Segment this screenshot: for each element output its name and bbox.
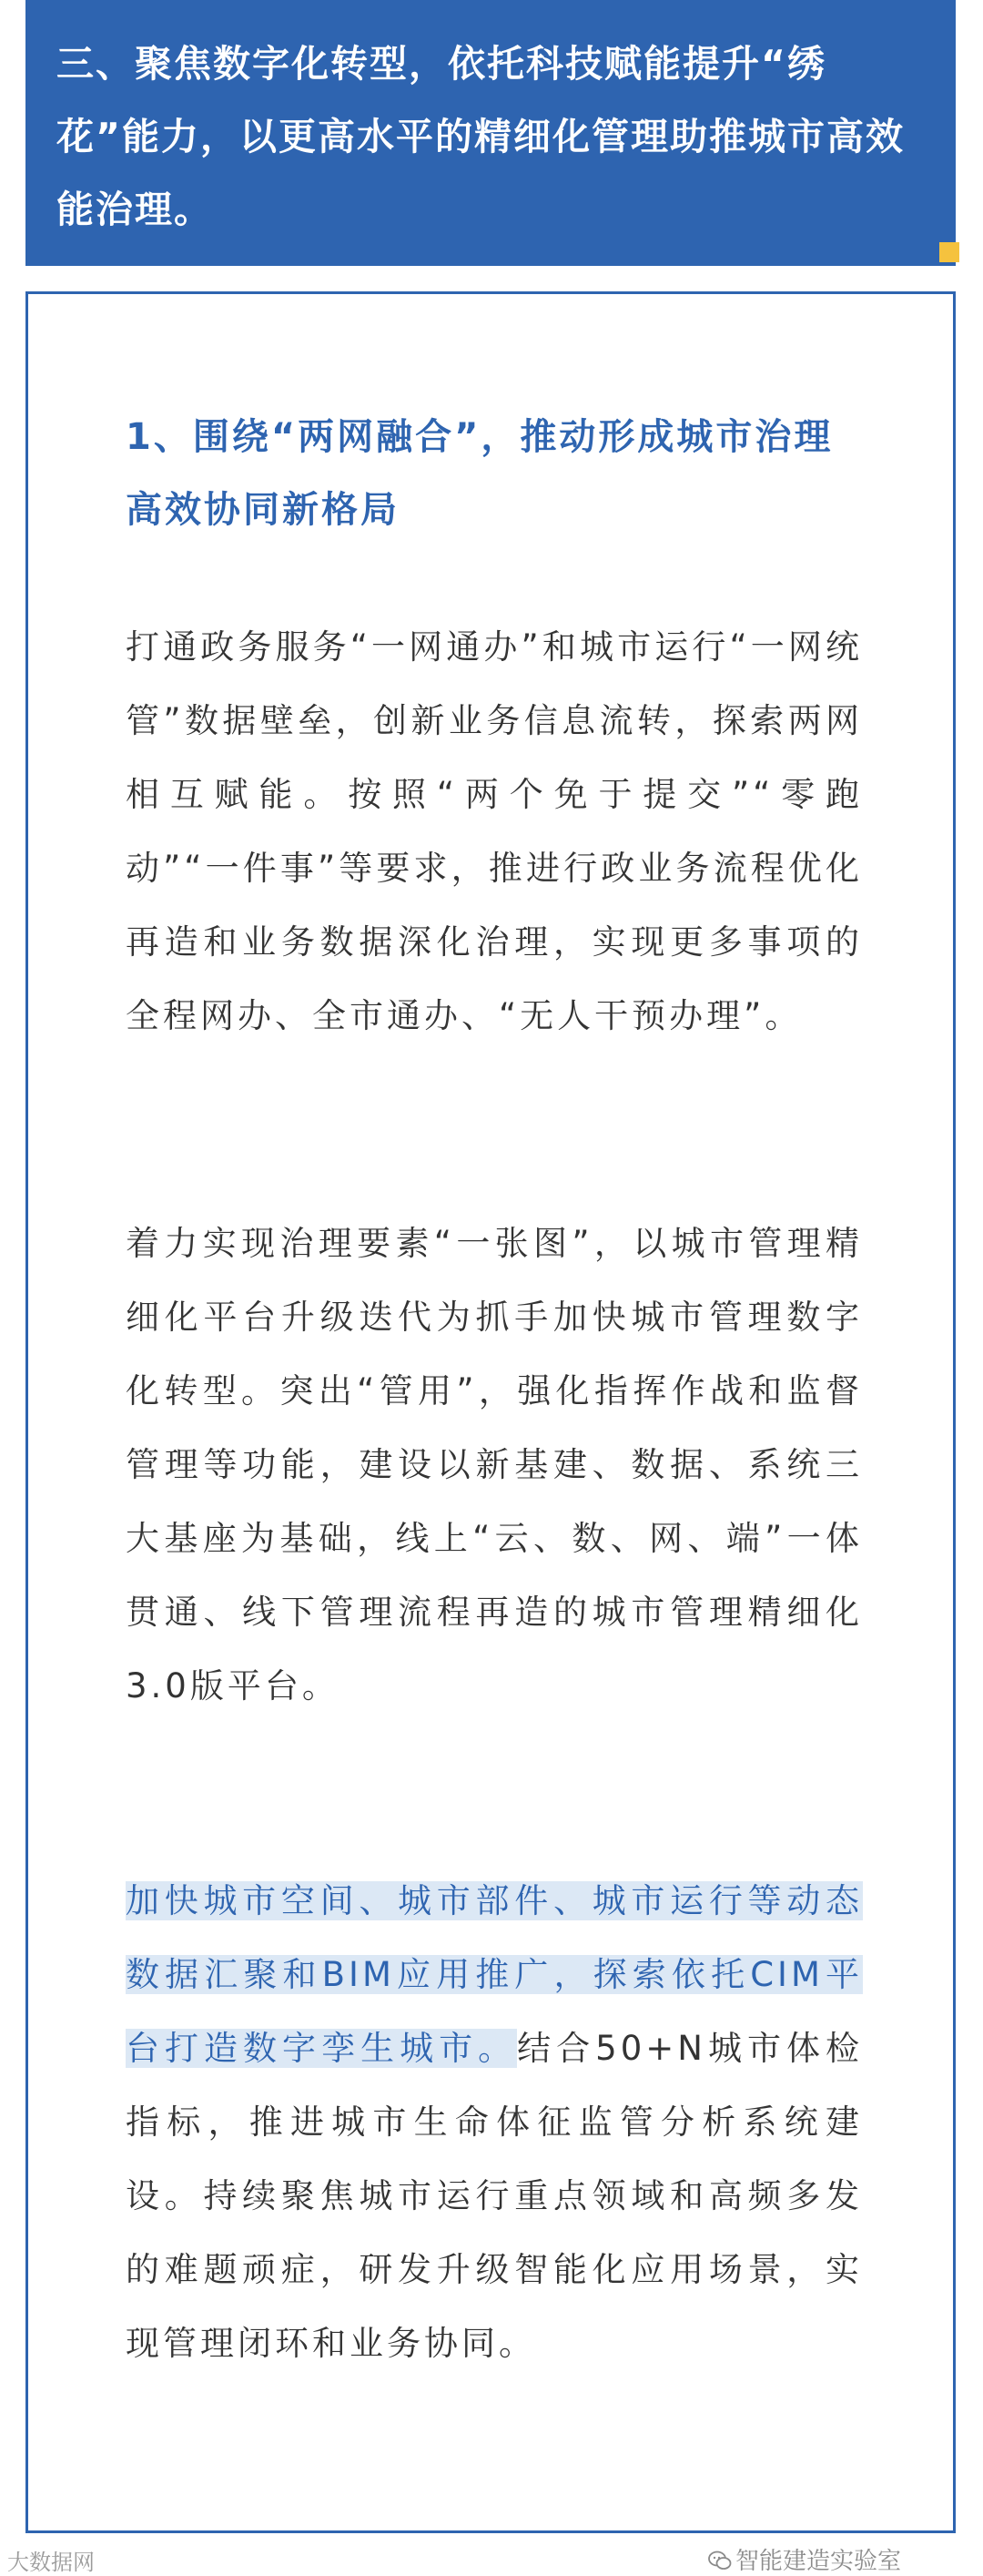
watermark-right: 智能建造实验室 bbox=[735, 2548, 902, 2575]
paragraph-1: 打通政务服务“一网通办”和城市运行“一网统管”数据壁垒，创新业务信息流转，探索两网相互赋能。按照“两个免于提交”“零跑动”“一件事”等要求，推进行政业务流程优化再造和业务数据深化治理，实现更多事项的全程网办、全市通办、“无人干预办理”。 bbox=[126, 627, 863, 1035]
wechat-icon bbox=[708, 2550, 732, 2571]
banner-title: 三、聚焦数字化转型，依托科技赋能提升“绣花”能力，以更高水平的精细化管理助推城市高效能治理。 bbox=[56, 42, 905, 231]
watermark-left: 大数据网 bbox=[7, 2550, 95, 2575]
banner-accent-square bbox=[939, 242, 959, 262]
highlighted-text: 加快城市空间、城市部件、城市运行等动态数据汇聚和BIM应用推广，探索依托CIM平台打造数字孪生城市。 bbox=[126, 1881, 863, 2068]
section-heading: 1、围绕“两网融合”，推动形成城市治理高效协同新格局 bbox=[126, 416, 834, 531]
paragraph-2: 着力实现治理要素“一张图”，以城市管理精细化平台升级迭代为抓手加快城市管理数字化转型。突出“管用”，强化指挥作战和监督管理等功能，建设以新基建、数据、系统三大基座为基础，线上“云、数、网、端”一体贯通、线下管理流程再造的城市管理精细化3.0版平台。 bbox=[126, 1224, 863, 1705]
paragraph-3 bbox=[126, 1864, 863, 2380]
paragraph-3-rest: 结合50+N城市体检指标，推进城市生命体征监管分析系统建设。持续聚焦城市运行重点领域和高频多发的难题顽症，研发升级智能化应用场景，实现管理闭环和业务协同。 bbox=[126, 2029, 864, 2363]
